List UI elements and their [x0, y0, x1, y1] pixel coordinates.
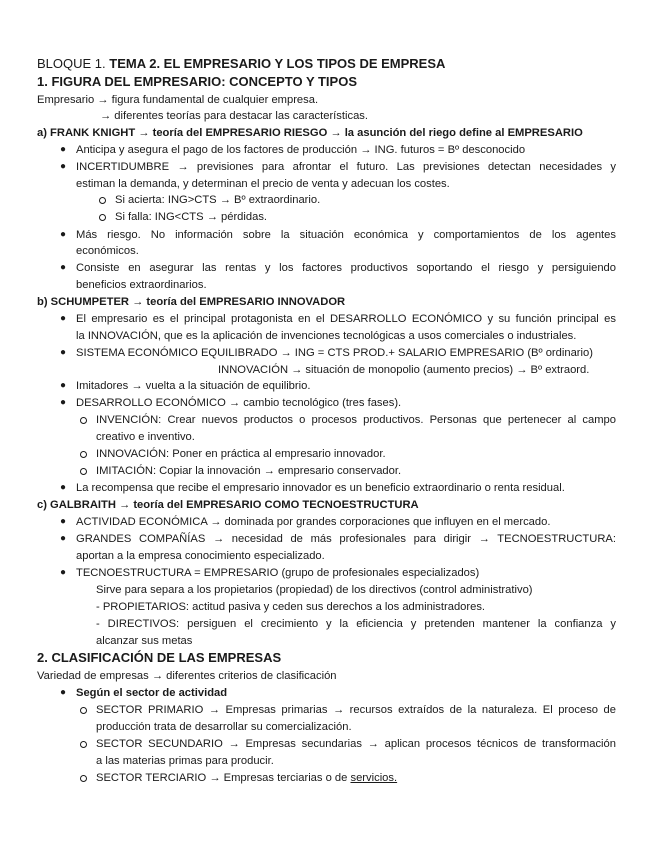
list-item: GRANDES COMPAÑÍAS → necesidad de más profesionales para dirigir → TECNOESTRUCTURA:: [76, 533, 616, 545]
section-1-heading: 1. FIGURA DEL EMPRESARIO: CONCEPTO Y TIPOS: [37, 74, 357, 89]
list-item-cont: INNOVACIÓN → situación de monopolio (aumento precios) → Bº extraord.: [218, 364, 590, 376]
list-item-cont: beneficios extraordinarios.: [76, 279, 207, 291]
circle-bullet-icon: [80, 451, 87, 458]
bullet-icon: ●: [60, 229, 67, 240]
bullet-icon: ●: [60, 482, 67, 493]
sub-item: INVENCIÓN: Crear nuevos productos o procesos productivos. Personas que pertenecer al campo: [96, 414, 616, 426]
list-item: Consiste en asegurar las rentas y los factores productivos soportando el riesgo y persiguiendo: [76, 262, 616, 274]
subsection-c-heading: c) GALBRAITH → teoría del EMPRESARIO COMO TECNOESTRUCTURA: [37, 499, 419, 511]
servicios-link[interactable]: servicios.: [350, 772, 398, 784]
sub-item: IMITACIÓN: Copiar la innovación → empresario conservador.: [96, 465, 402, 477]
list-item-cont: Sirve para separa a los propietarios (propiedad) de los directivos (control administrativo): [96, 584, 533, 596]
bullet-icon: ●: [60, 687, 67, 698]
sub-item: INNOVACIÓN: Poner en práctica al empresario innovador.: [96, 448, 386, 460]
bullet-icon: ●: [60, 144, 67, 155]
doc-title: [37, 56, 445, 72]
sub-item: SECTOR PRIMARIO → Empresas primarias → recursos extraídos de la naturaleza. El proceso de: [96, 704, 616, 716]
title-main: TEMA 2. EL EMPRESARIO Y LOS TIPOS DE EMPRESA: [109, 56, 446, 71]
circle-bullet-icon: [80, 775, 87, 782]
sub-item: SECTOR SECUNDARIO → Empresas secundarias → aplican procesos técnicos de transformación: [96, 738, 616, 750]
list-item: Anticipa y asegura el pago de los factores de producción → ING. futuros = Bº desconocido: [76, 144, 526, 156]
bullet-icon: ●: [60, 516, 67, 527]
list-item-cont: económicos.: [76, 245, 139, 257]
list-item: SISTEMA ECONÓMICO EQUILIBRADO → ING = CTS PROD.+ SALARIO EMPRESARIO (Bº ordinario): [76, 347, 593, 359]
list-item: Según el sector de actividad: [76, 687, 228, 699]
list-item: DESARROLLO ECONÓMICO → cambio tecnológico (tres fases).: [76, 397, 402, 409]
list-item-cont: - PROPIETARIOS: actitud pasiva y ceden sus derechos a los administradores.: [96, 601, 486, 613]
bullet-icon: ●: [60, 347, 67, 358]
sub-item: Si acierta: ING>CTS → Bº extraordinario.: [115, 194, 321, 206]
sub-item: [96, 771, 397, 785]
section-2-intro: Variedad de empresas → diferentes criterios de clasificación: [37, 670, 337, 682]
circle-bullet-icon: [99, 197, 106, 204]
circle-bullet-icon: [80, 707, 87, 714]
list-item: TECNOESTRUCTURA = EMPRESARIO (grupo de profesionales especializados): [76, 567, 480, 579]
subsection-b-heading: b) SCHUMPETER → teoría del EMPRESARIO INNOVADOR: [37, 296, 346, 308]
list-item-cont: alcanzar sus metas: [96, 635, 193, 647]
sub-item-cont: a las materias primas para producir.: [96, 755, 274, 767]
bullet-icon: ●: [60, 313, 67, 324]
list-item: ACTIVIDAD ECONÓMICA → dominada por grandes corporaciones que influyen en el mercado.: [76, 516, 551, 528]
sub-item: Si falla: ING<CTS → pérdidas.: [115, 211, 268, 223]
circle-bullet-icon: [99, 214, 106, 221]
list-item: Imitadores → vuelta a la situación de equilibrio.: [76, 380, 311, 392]
list-item: La recompensa que recibe el empresario innovador es un beneficio extraordinario o renta residual.: [76, 482, 565, 494]
sub-item-text: SECTOR TERCIARIO → Empresas terciarias o de: [96, 772, 348, 784]
circle-bullet-icon: [80, 468, 87, 475]
list-item-cont: la INNOVACIÓN, que es la aplicación de invenciones tecnológicas a usos comerciales o industriales.: [76, 330, 577, 342]
bullet-icon: ●: [60, 161, 67, 172]
bullet-icon: ●: [60, 567, 67, 578]
bullet-icon: ●: [60, 397, 67, 408]
sub-item-cont: creativo e inventivo.: [96, 431, 195, 443]
sub-item-cont: producción trata de desarrollar su comercialización.: [96, 721, 352, 733]
list-item: Más riesgo. No información sobre la situación económica y comportamientos de los agentes: [76, 229, 616, 241]
bullet-icon: ●: [60, 380, 67, 391]
list-item: El empresario es el principal protagonista en el DESARROLLO ECONÓMICO y su función principal es: [76, 313, 616, 325]
list-item-cont: - DIRECTIVOS: persiguen el crecimiento y la eficiencia y pretenden mantener la confianza y: [96, 618, 616, 630]
title-prefix: BLOQUE 1.: [37, 56, 106, 71]
bullet-icon: ●: [60, 262, 67, 273]
subsection-a-heading: a) FRANK KNIGHT → teoría del EMPRESARIO RIESGO → la asunción del riego define al EMPRESARIO: [37, 127, 583, 139]
section-2-heading: 2. CLASIFICACIÓN DE LAS EMPRESAS: [37, 650, 282, 665]
list-item: INCERTIDUMBRE → previsiones para afrontar el futuro. Las previsiones detectan necesidades y: [76, 161, 616, 173]
intro-line-1: Empresario → figura fundamental de cualquier empresa.: [37, 94, 319, 106]
list-item-cont: estiman la demanda, y determinan el precio de venta y adecuan los costes.: [76, 178, 450, 190]
circle-bullet-icon: [80, 417, 87, 424]
bullet-icon: ●: [60, 533, 67, 544]
circle-bullet-icon: [80, 741, 87, 748]
intro-line-2: → diferentes teorías para destacar las características.: [100, 110, 368, 122]
list-item-cont: aportan a la empresa conocimiento especializado.: [76, 550, 325, 562]
